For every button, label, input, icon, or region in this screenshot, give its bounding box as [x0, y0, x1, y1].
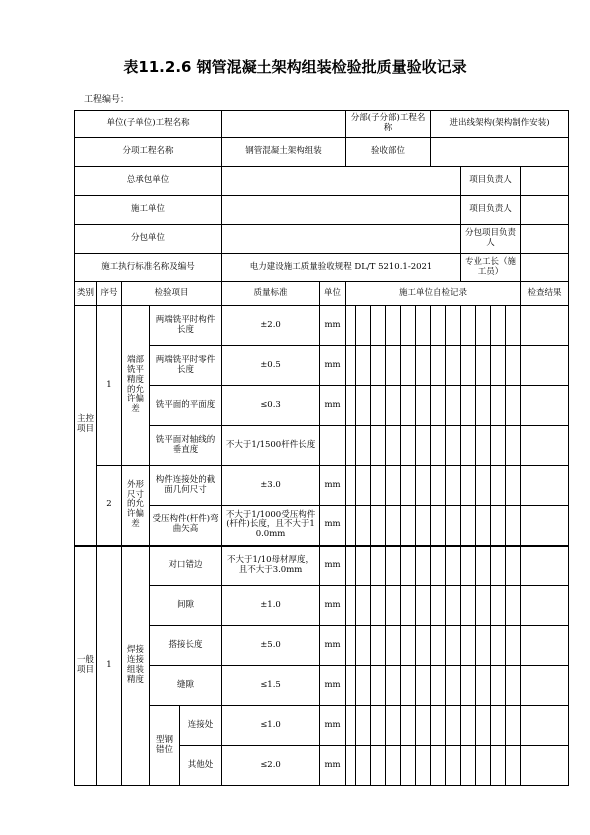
self-check-cell[interactable] [461, 746, 476, 786]
self-check-cell[interactable] [371, 306, 386, 346]
self-check-cell[interactable] [476, 666, 491, 706]
self-check-cell[interactable] [356, 466, 371, 506]
self-check-cell[interactable] [461, 466, 476, 506]
check-result[interactable] [521, 466, 569, 506]
self-check-cell[interactable] [491, 466, 506, 506]
unit: mm [320, 746, 346, 786]
self-check-cell[interactable] [491, 586, 506, 626]
self-check-cell[interactable] [476, 746, 491, 786]
self-check-cell[interactable] [401, 746, 416, 786]
self-check-cell[interactable] [461, 586, 476, 626]
self-check-cell[interactable] [416, 466, 431, 506]
self-check-cell[interactable] [346, 626, 356, 666]
self-check-cell[interactable] [371, 746, 386, 786]
self-check-cell[interactable] [461, 426, 476, 466]
self-check-cell[interactable] [446, 586, 461, 626]
unit: mm [320, 386, 346, 426]
item-name: 构件连接处的截面几何尺寸 [150, 466, 222, 506]
check-result[interactable] [521, 586, 569, 626]
quality-standard: ±2.0 [222, 306, 320, 346]
self-check-cell[interactable] [431, 706, 446, 746]
quality-standard: 不大于1/1500杆件长度 [222, 426, 320, 466]
col-seq: 序号 [97, 282, 122, 306]
unit: mm [320, 626, 346, 666]
self-check-cell[interactable] [431, 746, 446, 786]
item-name: 受压构件(杆件)弯曲矢高 [150, 506, 222, 546]
self-check-cell[interactable] [356, 626, 371, 666]
standard-value: 电力建设施工质量验收规程 DL/T 5210.1-2021 [222, 254, 461, 282]
self-check-cell[interactable] [446, 706, 461, 746]
self-check-cell[interactable] [386, 666, 401, 706]
self-check-cell[interactable] [416, 746, 431, 786]
item-project-label: 分项工程名称 [75, 138, 222, 167]
self-check-cell[interactable] [386, 306, 401, 346]
item-name: 铣平面对轴线的垂直度 [150, 426, 222, 466]
self-check-cell[interactable] [356, 706, 371, 746]
foreman-label: 专业工长（施工员） [461, 254, 521, 282]
self-check-cell[interactable] [461, 626, 476, 666]
col-item: 检验项目 [122, 282, 222, 306]
self-check-cell[interactable] [476, 466, 491, 506]
self-check-cell[interactable] [371, 626, 386, 666]
self-check-cell[interactable] [401, 306, 416, 346]
self-check-cell[interactable] [506, 746, 521, 786]
self-check-cell[interactable] [446, 506, 461, 546]
self-check-cell[interactable] [401, 506, 416, 546]
col-result: 检查结果 [521, 282, 569, 306]
seq-1: 1 [97, 306, 122, 466]
self-check-cell[interactable] [476, 386, 491, 426]
quality-standard: ≤2.0 [222, 746, 320, 786]
check-result[interactable] [521, 386, 569, 426]
self-check-cell[interactable] [506, 386, 521, 426]
self-check-cell[interactable] [386, 466, 401, 506]
check-result[interactable] [521, 746, 569, 786]
item-name: 两端铣平时零件长度 [150, 346, 222, 386]
item-name: 连接处 [180, 706, 222, 746]
item-name: 间隙 [150, 586, 222, 626]
self-check-cell[interactable] [431, 306, 446, 346]
self-check-cell[interactable] [416, 306, 431, 346]
self-check-cell[interactable] [346, 346, 356, 386]
acceptance-record-table [74, 110, 569, 786]
self-check-cell[interactable] [346, 546, 356, 586]
item-name: 两端铣平时构件长度 [150, 306, 222, 346]
self-check-cell[interactable] [371, 426, 386, 466]
quality-standard: ≤1.0 [222, 706, 320, 746]
check-result[interactable] [521, 426, 569, 466]
self-check-cell[interactable] [386, 426, 401, 466]
self-check-cell[interactable] [506, 706, 521, 746]
page-title: 表11.2.6 钢管混凝土架构组装检验批质量验收记录 [123, 58, 467, 76]
check-result[interactable] [521, 546, 569, 586]
group-dimensions: 外形尺寸的允许偏差 [122, 466, 150, 546]
self-check-cell[interactable] [356, 386, 371, 426]
project-manager-value-2[interactable] [521, 196, 569, 225]
unit: mm [320, 546, 346, 586]
item-project-value: 钢管混凝土架构组装 [222, 138, 346, 167]
self-check-cell[interactable] [446, 626, 461, 666]
self-check-cell[interactable] [346, 746, 356, 786]
unit: mm [320, 346, 346, 386]
item-name: 铣平面的平面度 [150, 386, 222, 426]
self-check-cell[interactable] [491, 346, 506, 386]
self-check-cell[interactable] [431, 506, 446, 546]
self-check-cell[interactable] [416, 626, 431, 666]
self-check-cell[interactable] [416, 426, 431, 466]
general-label: 一般项目 [75, 546, 97, 786]
item-name: 对口错边 [150, 546, 222, 586]
check-result[interactable] [521, 666, 569, 706]
self-check-cell[interactable] [446, 466, 461, 506]
self-check-cell[interactable] [491, 426, 506, 466]
group-end-milling: 端部铣平精度的允许偏差 [122, 306, 150, 466]
self-check-cell[interactable] [431, 586, 446, 626]
project-manager-value[interactable] [521, 167, 569, 196]
unit: mm [320, 466, 346, 506]
self-check-cell[interactable] [416, 386, 431, 426]
self-check-cell[interactable] [386, 746, 401, 786]
steel-misalign-label: 型钢错位 [150, 706, 180, 786]
quality-standard: ≤1.5 [222, 666, 320, 706]
self-check-cell[interactable] [371, 706, 386, 746]
self-check-cell[interactable] [491, 626, 506, 666]
standard-label: 施工执行标准名称及编号 [75, 254, 222, 282]
col-unit: 单位 [320, 282, 346, 306]
group-welding: 焊接连接组装精度 [122, 546, 150, 786]
item-name: 搭接长度 [150, 626, 222, 666]
check-result[interactable] [521, 306, 569, 346]
self-check-cell[interactable] [386, 506, 401, 546]
self-check-cell[interactable] [386, 346, 401, 386]
self-check-cell[interactable] [461, 506, 476, 546]
self-check-cell[interactable] [386, 626, 401, 666]
self-check-cell[interactable] [431, 666, 446, 706]
self-check-cell[interactable] [416, 546, 431, 586]
self-check-cell[interactable] [356, 746, 371, 786]
unit-project-value[interactable] [222, 111, 346, 138]
self-check-cell[interactable] [386, 546, 401, 586]
self-check-cell[interactable] [506, 346, 521, 386]
project-manager-label: 项目负责人 [461, 167, 521, 196]
check-result[interactable] [521, 626, 569, 666]
self-check-cell[interactable] [506, 586, 521, 626]
self-check-cell[interactable] [491, 386, 506, 426]
sub-project-manager-label: 分包项目负责人 [461, 225, 521, 254]
self-check-cell[interactable] [346, 426, 356, 466]
unit [320, 426, 346, 466]
self-check-cell[interactable] [356, 346, 371, 386]
self-check-cell[interactable] [461, 306, 476, 346]
self-check-cell[interactable] [371, 386, 386, 426]
seq-2: 2 [97, 466, 122, 546]
sub-project-manager-value[interactable] [521, 225, 569, 254]
self-check-cell[interactable] [401, 706, 416, 746]
general-contractor-value[interactable] [222, 167, 461, 196]
self-check-cell[interactable] [491, 706, 506, 746]
self-check-cell[interactable] [431, 426, 446, 466]
self-check-cell[interactable] [461, 706, 476, 746]
self-check-cell[interactable] [346, 306, 356, 346]
self-check-cell[interactable] [371, 586, 386, 626]
self-check-cell[interactable] [476, 426, 491, 466]
self-check-cell[interactable] [506, 666, 521, 706]
quality-standard: ≤0.3 [222, 386, 320, 426]
self-check-cell[interactable] [506, 506, 521, 546]
self-check-cell[interactable] [461, 666, 476, 706]
self-check-cell[interactable] [401, 426, 416, 466]
subcontractor-label: 分包单位 [75, 225, 222, 254]
self-check-cell[interactable] [356, 546, 371, 586]
general-seq-1: 1 [97, 546, 122, 786]
self-check-cell[interactable] [491, 506, 506, 546]
sub-project-label: 分部(子分部)工程名称 [346, 111, 431, 138]
unit: mm [320, 506, 346, 546]
self-check-cell[interactable] [506, 426, 521, 466]
self-check-cell[interactable] [476, 306, 491, 346]
main-control-label: 主控项目 [75, 306, 97, 546]
self-check-cell[interactable] [401, 586, 416, 626]
quality-standard: ±5.0 [222, 626, 320, 666]
unit: mm [320, 586, 346, 626]
self-check-cell[interactable] [401, 386, 416, 426]
self-check-cell[interactable] [356, 306, 371, 346]
subcontractor-value[interactable] [222, 225, 461, 254]
self-check-cell[interactable] [356, 506, 371, 546]
self-check-cell[interactable] [346, 506, 356, 546]
check-result[interactable] [521, 346, 569, 386]
self-check-cell[interactable] [416, 346, 431, 386]
self-check-cell[interactable] [371, 466, 386, 506]
self-check-cell[interactable] [346, 386, 356, 426]
self-check-cell[interactable] [386, 586, 401, 626]
self-check-cell[interactable] [346, 466, 356, 506]
self-check-cell[interactable] [446, 746, 461, 786]
self-check-cell[interactable] [476, 706, 491, 746]
self-check-cell[interactable] [431, 546, 446, 586]
self-check-cell[interactable] [386, 706, 401, 746]
unit: mm [320, 666, 346, 706]
quality-standard: 不大于1/1000受压构件(杆件)长度，且不大于10.0mm [222, 506, 320, 546]
self-check-cell[interactable] [371, 506, 386, 546]
self-check-cell[interactable] [476, 346, 491, 386]
unit: mm [320, 306, 346, 346]
self-check-cell[interactable] [346, 666, 356, 706]
self-check-cell[interactable] [506, 626, 521, 666]
self-check-cell[interactable] [431, 386, 446, 426]
self-check-cell[interactable] [371, 346, 386, 386]
col-standard: 质量标准 [222, 282, 320, 306]
self-check-cell[interactable] [416, 586, 431, 626]
self-check-cell[interactable] [346, 586, 356, 626]
quality-standard: ±1.0 [222, 586, 320, 626]
check-result[interactable] [521, 506, 569, 546]
quality-standard: ±0.5 [222, 346, 320, 386]
construction-unit-value[interactable] [222, 196, 461, 225]
self-check-cell[interactable] [416, 506, 431, 546]
unit-project-label: 单位(子单位)工程名称 [75, 111, 222, 138]
self-check-cell[interactable] [446, 306, 461, 346]
general-contractor-label: 总承包单位 [75, 167, 222, 196]
self-check-cell[interactable] [491, 666, 506, 706]
self-check-cell[interactable] [476, 546, 491, 586]
self-check-cell[interactable] [476, 626, 491, 666]
self-check-cell[interactable] [491, 746, 506, 786]
self-check-cell[interactable] [416, 666, 431, 706]
project-number-label: 工程编号： [84, 95, 130, 105]
item-name: 其他处 [180, 746, 222, 786]
check-result[interactable] [521, 706, 569, 746]
self-check-cell[interactable] [356, 586, 371, 626]
self-check-cell[interactable] [491, 546, 506, 586]
self-check-cell[interactable] [506, 466, 521, 506]
self-check-cell[interactable] [416, 706, 431, 746]
col-category: 类别 [75, 282, 97, 306]
construction-unit-label: 施工单位 [75, 196, 222, 225]
self-check-cell[interactable] [506, 306, 521, 346]
self-check-cell[interactable] [476, 586, 491, 626]
foreman-value[interactable] [521, 254, 569, 282]
self-check-cell[interactable] [461, 546, 476, 586]
self-check-cell[interactable] [446, 666, 461, 706]
self-check-cell[interactable] [371, 546, 386, 586]
quality-standard: ±3.0 [222, 466, 320, 506]
self-check-cell[interactable] [446, 546, 461, 586]
accept-part-label: 验收部位 [346, 138, 431, 167]
self-check-cell[interactable] [446, 386, 461, 426]
self-check-cell[interactable] [476, 506, 491, 546]
self-check-cell[interactable] [371, 666, 386, 706]
self-check-cell[interactable] [506, 546, 521, 586]
self-check-cell[interactable] [386, 386, 401, 426]
self-check-cell[interactable] [491, 306, 506, 346]
item-name: 缝隙 [150, 666, 222, 706]
self-check-cell[interactable] [401, 466, 416, 506]
col-self-check: 施工单位自检记录 [346, 282, 521, 306]
self-check-cell[interactable] [446, 346, 461, 386]
self-check-cell[interactable] [461, 346, 476, 386]
self-check-cell[interactable] [356, 666, 371, 706]
self-check-cell[interactable] [431, 346, 446, 386]
self-check-cell[interactable] [401, 346, 416, 386]
unit: mm [320, 706, 346, 746]
self-check-cell[interactable] [446, 426, 461, 466]
self-check-cell[interactable] [431, 626, 446, 666]
self-check-cell[interactable] [346, 706, 356, 746]
self-check-cell[interactable] [461, 386, 476, 426]
self-check-cell[interactable] [431, 466, 446, 506]
accept-part-value[interactable] [431, 138, 569, 167]
self-check-cell[interactable] [401, 626, 416, 666]
self-check-cell[interactable] [356, 426, 371, 466]
sub-project-value: 进出线架构(架构制作安装) [431, 111, 569, 138]
quality-standard: 不大于1/10母材厚度，且不大于3.0mm [222, 546, 320, 586]
self-check-cell[interactable] [401, 546, 416, 586]
self-check-cell[interactable] [401, 666, 416, 706]
project-manager-label-2: 项目负责人 [461, 196, 521, 225]
